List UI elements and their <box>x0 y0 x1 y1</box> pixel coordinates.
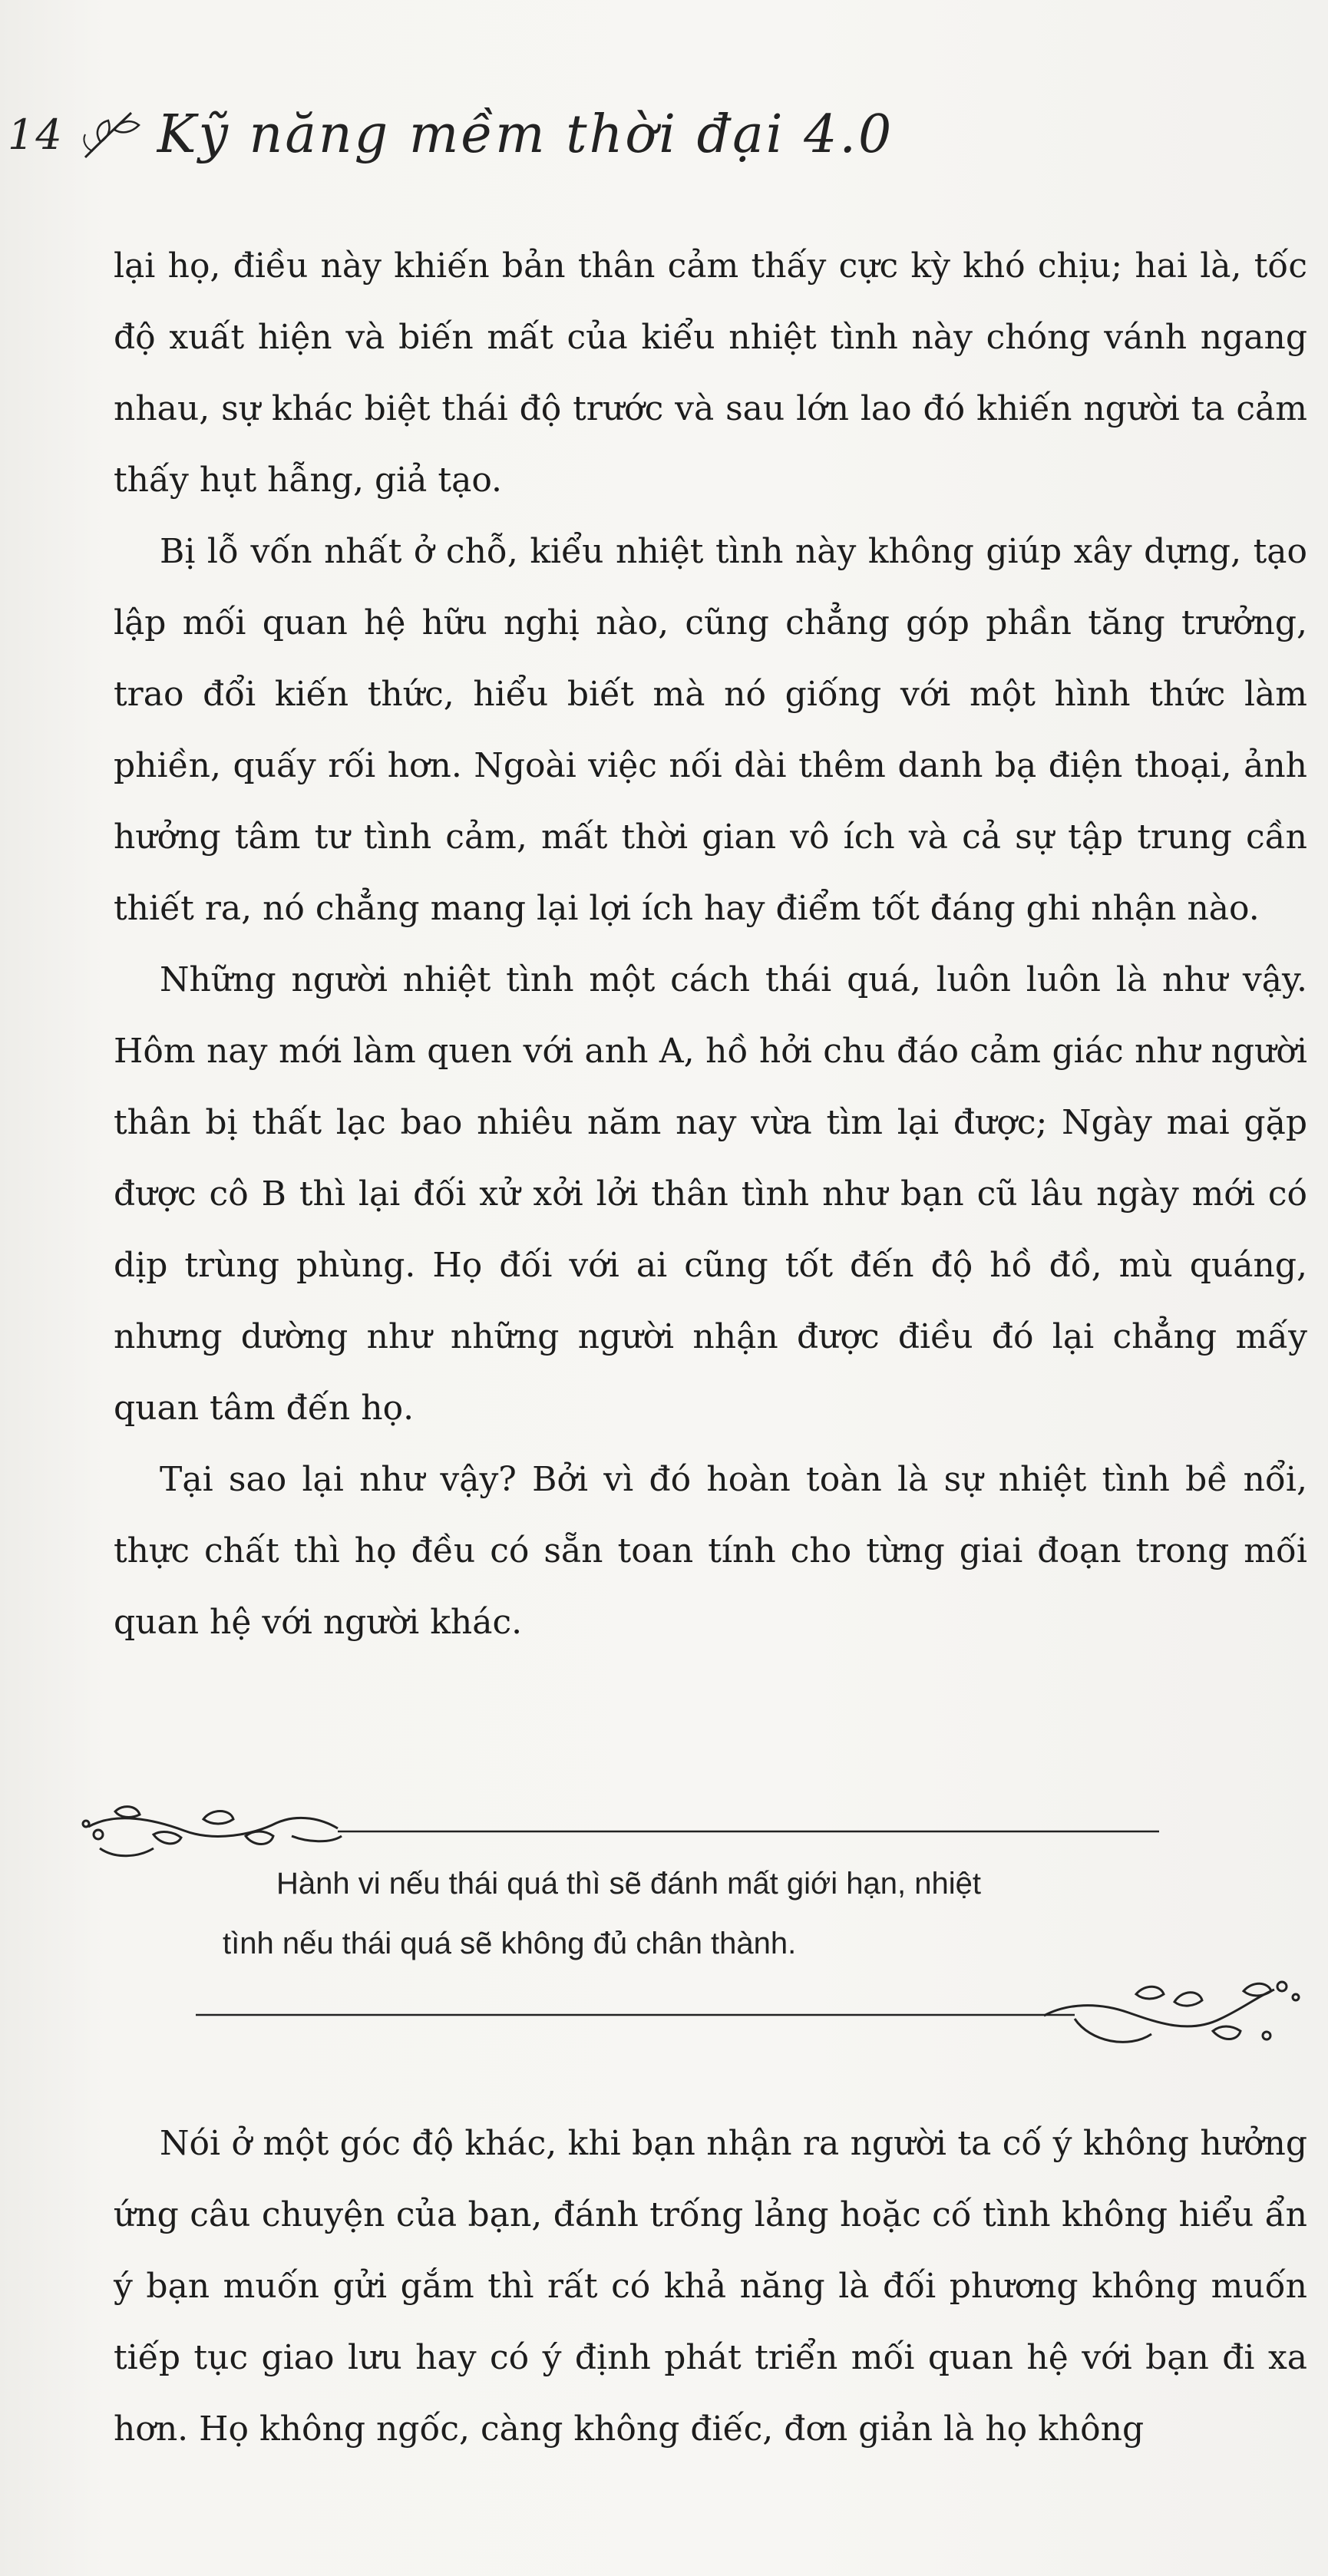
quote-text <box>223 1854 1251 1973</box>
book-title: Kỹ năng mềm thời đại 4.0 <box>157 104 894 165</box>
paragraph: Những người nhiệt tình một cách thái quá, luôn luôn là như vậy. Hôm nay mới làm quen với anh A, hồ hởi chu đáo cảm giác như người thân bị thất lạc bao nhiêu năm nay vừa tìm lại được; Ngày mai gặp được cô B thì lại đối xử xởi lởi thân tình như bạn cũ lâu ngày mới có dịp trùng phùng. Họ đối với ai cũng tốt đến độ hồ đồ, mù quáng, nhưng dường như những người nhận được điều đó lại chẳng mấy quan tâm đến họ. <box>114 960 1307 1428</box>
running-header <box>8 92 894 177</box>
quote-line-1: Hành vi nếu thái quá thì sẽ đánh mất giới hạn, nhiệt <box>276 1867 981 1901</box>
quote-line-2: tình nếu thái quá sẽ không đủ chân thành. <box>223 1927 797 1960</box>
quote-box <box>0 1788 1328 2095</box>
leaf-flourish-icon <box>78 104 147 165</box>
paragraph: Tại sao lại như vậy? Bởi vì đó hoàn toàn là sự nhiệt tình bề nổi, thực chất thì họ đều có sẵn toan tính cho từng giai đoạn trong mối quan hệ với người khác. <box>114 1460 1307 1642</box>
vine-flourish-icon <box>1044 1982 1299 2042</box>
page-number: 14 <box>8 110 64 159</box>
paragraph: lại họ, điều này khiến bản thân cảm thấy cực kỳ khó chịu; hai là, tốc độ xuất hiện và biến mất của kiểu nhiệt tình này chóng vánh ngang nhau, sự khác biệt thái độ trước và sau lớn lao đó khiến người ta cảm thấy hụt hẫng, giả tạo. <box>114 246 1307 500</box>
body-text <box>114 230 1307 1658</box>
paragraph: Nói ở một góc độ khác, khi bạn nhận ra người ta cố ý không hưởng ứng câu chuyện của bạn, đánh trống lảng hoặc cố tình không hiểu ẩn ý bạn muốn gửi gắm thì rất có khả năng là đối phương không muốn tiếp tục giao lưu hay có ý định phát triển mối quan hệ với bạn đi xa hơn. Họ không ngốc, càng không điếc, đơn giản là họ không <box>114 2124 1307 2449</box>
closing-text <box>114 2108 1307 2465</box>
vine-flourish-icon <box>83 1807 342 1856</box>
paragraph: Bị lỗ vốn nhất ở chỗ, kiểu nhiệt tình này không giúp xây dựng, tạo lập mối quan hệ hữu nghị nào, cũng chẳng góp phần tăng trưởng, trao đổi kiến thức, hiểu biết mà nó giống với một hình thức làm phiền, quấy rối hơn. Ngoài việc nối dài thêm danh bạ điện thoại, ảnh hưởng tâm tư tình cảm, mất thời gian vô ích và cả sự tập trung cần thiết ra, nó chẳng mang lại lợi ích hay điểm tốt đáng ghi nhận nào. <box>114 532 1307 928</box>
